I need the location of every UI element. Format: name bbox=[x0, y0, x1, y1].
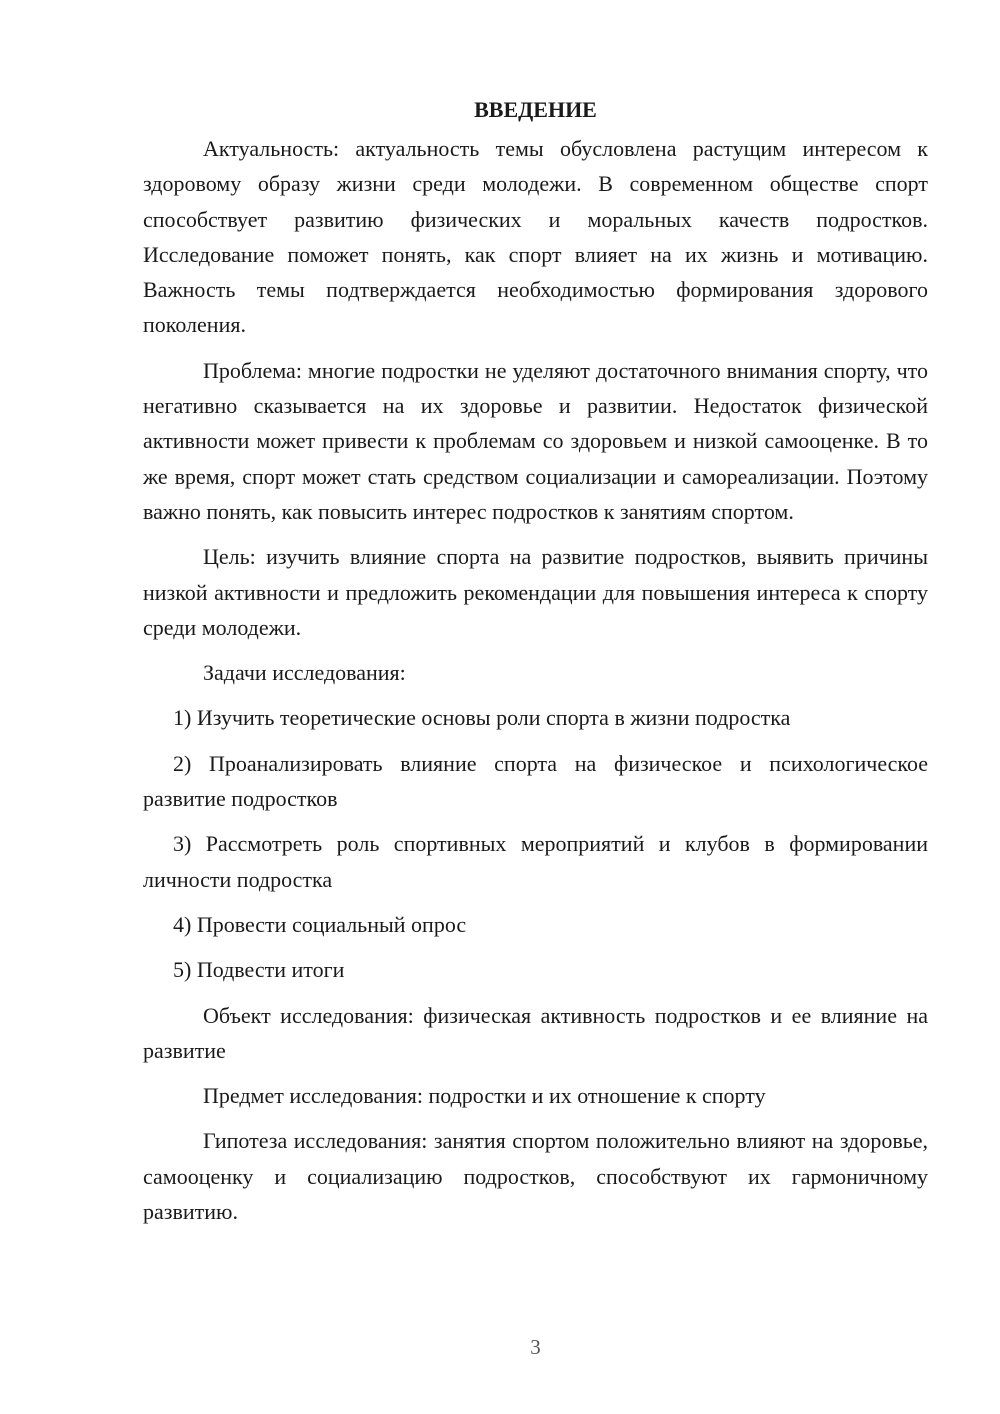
page-number: 3 bbox=[530, 1335, 541, 1359]
hypothesis-paragraph: Гипотеза исследования: занятия спортом положительно влияют на здоровье, самооценку и социализацию подростков, способствуют их гармоничному развитию. bbox=[143, 1128, 928, 1225]
task-item: 4) Провести социальный опрос bbox=[173, 911, 467, 937]
task-item: 2) Проанализировать влияние спорта на физическое и психологическое развитие подростков bbox=[143, 750, 928, 812]
task-item: 3) Рассмотреть роль спортивных мероприятий и клубов в формировании личности подростка bbox=[143, 831, 928, 892]
relevance-paragraph: Актуальность: актуальность темы обусловлена растущим интересом к здоровому образу жизни среди молодежи. В современном обществе спорт способствует развитию физических и моральных качеств подростков. Исследование поможет понять, как спорт влияет на их жизнь и мотивацию. Важность темы подтверждается необходимостью формирования здорового поколения. bbox=[143, 136, 928, 338]
page-body bbox=[143, 92, 928, 1239]
page-title: ВВЕДЕНИЕ bbox=[474, 97, 597, 122]
goal-paragraph: Цель: изучить влияние спорта на развитие подростков, выявить причины низкой активности и предложить рекомендации для повышения интереса к спорту среди молодежи. bbox=[143, 544, 928, 640]
object-paragraph: Объект исследования: физическая активность подростков и ее влияние на развитие bbox=[143, 1002, 928, 1063]
task-item: 1) Изучить теоретические основы роли спорта в жизни подростка bbox=[173, 705, 791, 731]
task-item: 5) Подвести итоги bbox=[173, 957, 345, 983]
problem-paragraph: Проблема: многие подростки не уделяют достаточного внимания спорту, что негативно сказывается на их здоровье и развитии. Недостаток физической активности может привести к проблемам со здоровьем и низкой самооценке. В то же время, спорт может стать средством социализации и самореализации. Поэтому важно понять, как повысить интерес подростков к занятиям спортом. bbox=[143, 357, 928, 524]
subject-paragraph: Предмет исследования: подростки и их отношение к спорту bbox=[203, 1083, 766, 1109]
tasks-heading: Задачи исследования: bbox=[203, 660, 406, 686]
